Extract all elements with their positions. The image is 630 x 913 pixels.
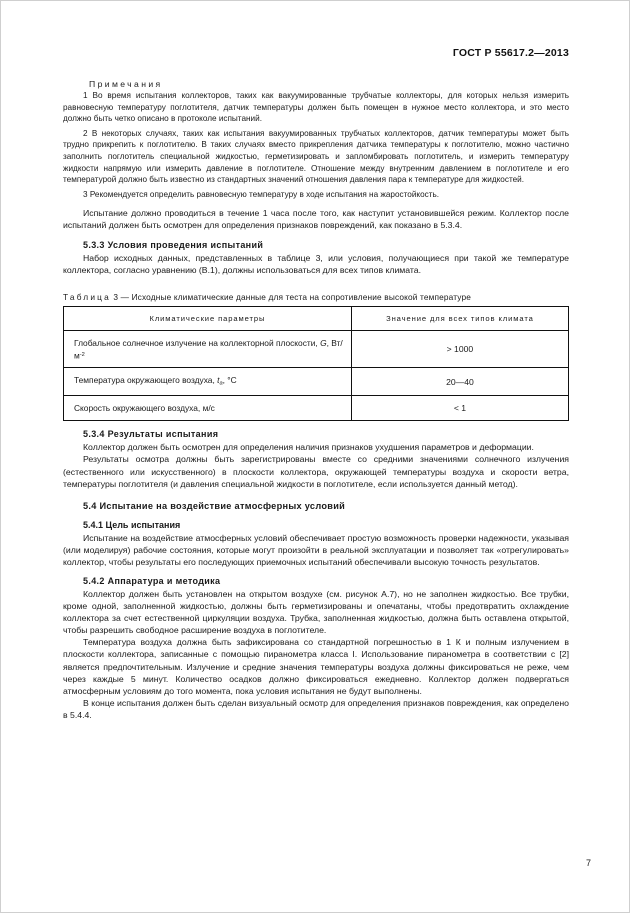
heading-5-3-4: 5.3.4 Результаты испытания bbox=[83, 429, 219, 440]
table-cell-value: 20—40 bbox=[351, 368, 568, 396]
heading-5-4: 5.4 Испытание на воздействие атмосферных условий bbox=[83, 500, 346, 511]
table-row bbox=[64, 396, 569, 421]
note-item-2: 2 В некоторых случаях, таких как испытания вакуумированных трубчатых коллекторов, датчик температуры может быть трудно прикрепить к поглотителю. В таких случаях вместо прикрепления датчика температуры к поглотителю, можно частично заполнить поглотитель специальной жидкостью, герметизировать и запломбировать поглотитель, и измерить температуру жидкости напрямую или измерить давление в поглотителе. Отношение между внутренним давлением в поглотителе и его температурой должно быть известно из стандартных значений отношения давления пара к температуре для жидкостей. bbox=[63, 128, 569, 185]
note-item-1: 1 Во время испытания коллекторов, таких как вакуумированные трубчатые коллекторы, для которых нельзя измерить равновесную температуру поглотителя, датчик температуры должен быть помещен в нужное место коллектора, и это место должно быть четко описано в протоколе испытаний. bbox=[63, 91, 569, 124]
table-cell-value: < 1 bbox=[351, 396, 568, 421]
paragraph-5-3-3: Набор исходных данных, представленных в таблице 3, или условия, получающиеся при такой же температуре коллектора, согласно уравнению (В.1), должны использоваться для всех типов климата. bbox=[63, 252, 569, 275]
param-text-1: Глобальное солнечное излучение на коллекторной плоскости, bbox=[74, 337, 321, 348]
paragraph-5-4-2-a: Коллектор должен быть установлен на открытом воздухе (см. рисунок А.7), но не заполнен жидкостью. Все трубки, кроме одной, заполненной жидкостью, должны быть герметизированы и опечатаны, чтобы предотвратить охлаждение коллектора за счет естественной циркуляции воздуха. Трубка, заполненная жидкостью, должна быть оставлена открытой, чтобы разрешить свободное расширение воздуха в поглотителе. bbox=[63, 589, 569, 636]
table-caption-text: Исходные климатические данные для теста на сопротивление высокой температуре bbox=[131, 291, 471, 302]
table-row bbox=[64, 368, 569, 396]
table-cell-parameter: Скорость окружающего воздуха, м/с bbox=[64, 396, 352, 421]
heading-5-3-3: 5.3.3 Условия проведения испытаний bbox=[83, 239, 264, 250]
paragraph-5-4-1: Испытание на воздействие атмосферных условий обеспечивает простую возможность проверки надежности, указывая (или моделируя) рабочие состояния, которые могут произойти в реальной эксплуатации и позволяет так «отрегулировать» коллектор, чтобы результаты его последующих приемочных испытаний обеспечивали высокую точность результатов. bbox=[63, 532, 569, 567]
heading-5-4-2: 5.4.2 Аппаратура и методика bbox=[83, 576, 221, 587]
table-cell-parameter bbox=[64, 368, 352, 396]
param-symbol: t bbox=[217, 375, 220, 386]
param-exponent: -2 bbox=[79, 351, 85, 358]
table-3-head bbox=[64, 306, 569, 330]
table-caption-number: 3 bbox=[113, 291, 119, 302]
paragraph-5-4-2-c: В конце испытания должен быть сделан визуальный осмотр для определения признаков повреждения, как определено в 5.4.4. bbox=[63, 697, 569, 720]
paragraph-test-duration: Испытание должно проводиться в течение 1 часа после того, как наступит установившейся режим. Коллектор после испытаний должен быть осмотрен для определения признаков повреждений, как показано в 5.3.4. bbox=[63, 208, 569, 231]
table-header-parameters: Климатические параметры bbox=[64, 306, 352, 330]
table-3-body bbox=[64, 330, 569, 421]
standard-header: ГОСТ Р 55617.2—2013 bbox=[452, 47, 569, 59]
table-caption-dash: — bbox=[120, 291, 130, 302]
table-cell-parameter bbox=[64, 330, 352, 367]
param-symbol: G bbox=[320, 337, 327, 348]
note-item-3: 3 Рекомендуется определить равновесную температуру в ходе испытания на жаростойкость. bbox=[83, 189, 440, 199]
page-number: 7 bbox=[585, 858, 591, 868]
table-3 bbox=[63, 306, 569, 422]
param-text-2: , °C bbox=[222, 375, 237, 386]
param-subscript: a bbox=[219, 380, 223, 387]
table-cell-value: > 1000 bbox=[351, 330, 568, 367]
table-3-caption bbox=[63, 292, 569, 302]
param-text-1: Температура окружающего воздуха, bbox=[74, 375, 218, 386]
table-header-values: Значение для всех типов климата bbox=[351, 306, 568, 330]
paragraph-5-4-2-b: Температура воздуха должна быть зафиксирована со стандартной погрешностью в 1 К и полным излучением в плоскости коллектора, записанные с помощью пиранометра класса I. Использование пиранометра в соответствии с [2] является предпочтительным. Излучение и средние значения температуры воздуха должны фиксироваться не реже, чем через каждые 5 минут. Количество осадков должно фиксироваться ежедневно. Коллектор должен подвергаться атмосферным условиям до того момента, пока условия испытания не будут выполнены. bbox=[63, 637, 569, 696]
page-content bbox=[63, 47, 569, 721]
heading-5-4-1: 5.4.1 Цель испытания bbox=[83, 519, 181, 530]
table-row bbox=[64, 330, 569, 367]
paragraph-5-3-4-a: Коллектор должен быть осмотрен для определения наличия признаков ухудшения параметров и деформации. bbox=[83, 442, 534, 453]
notes-title: Примечания bbox=[89, 79, 163, 89]
param-text-2: , Вт/м bbox=[74, 337, 343, 361]
table-header-row bbox=[64, 306, 569, 330]
paragraph-5-3-4-b: Результаты осмотра должны быть зарегистрированы вместе со средними значениями солнечного излучения (естественного или искусственного) в плоскости коллектора, окружающей температуры воздуха и скорости ветра, температуры поглотителя (и давления специальной жидкости в поглотителе, если используется данный метод). bbox=[63, 454, 569, 489]
table-caption-label: Таблица bbox=[63, 291, 111, 302]
